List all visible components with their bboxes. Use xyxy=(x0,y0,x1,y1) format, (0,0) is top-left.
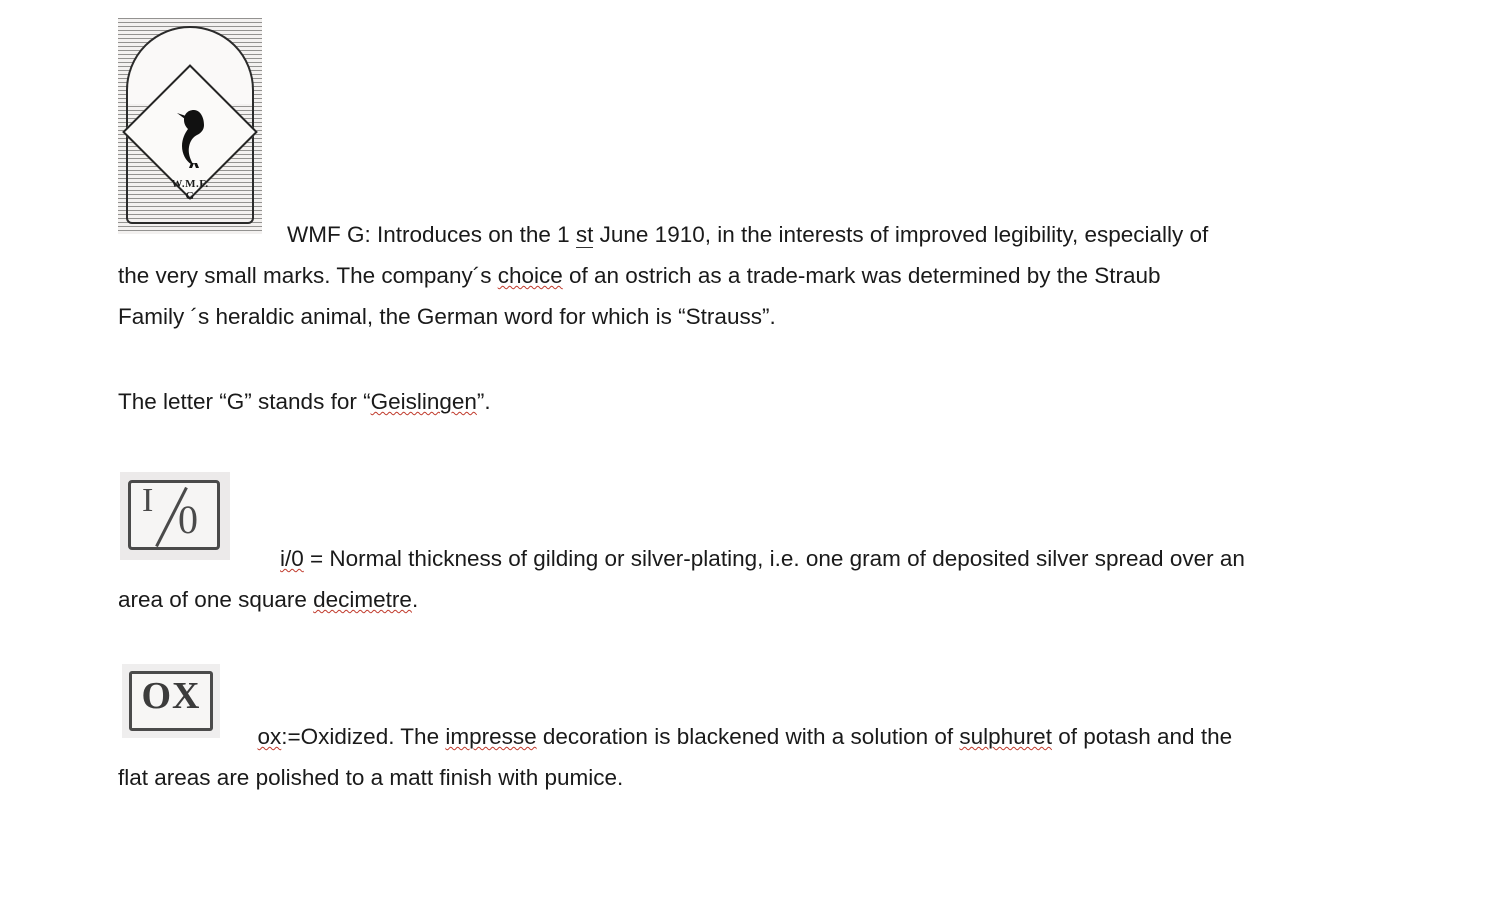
text-run-misspelled: i/0 xyxy=(280,546,304,571)
letter-g-paragraph xyxy=(118,381,1408,422)
wmf-mark-caption xyxy=(118,178,262,202)
text-run-misspelled: Geislingen xyxy=(370,389,477,414)
ox-glyph: OX xyxy=(141,675,201,717)
paragraph-block-wmf-g xyxy=(118,18,1408,337)
text-run: flat areas are polished to a matt finish with pumice. xyxy=(118,765,624,790)
text-run: . xyxy=(411,587,419,612)
text-run-underlined: st xyxy=(575,222,594,247)
text-run: area of one square xyxy=(118,587,314,612)
text-run-misspelled: sulphuret xyxy=(959,724,1052,749)
text-run: = Normal thickness of gilding or silver-plating, i.e. one gram of deposited silver spread over an xyxy=(303,546,1245,571)
wmf-g-paragraph xyxy=(118,18,1408,255)
text-run: the very small marks. The company´s xyxy=(118,263,498,288)
wmf-ostrich-mark xyxy=(118,18,262,234)
text-run-misspelled: ox xyxy=(257,724,282,749)
ostrich-icon xyxy=(174,106,210,168)
i-glyph: I xyxy=(142,482,154,519)
text-run: June 1910, in the interests of improved legibility, especially of xyxy=(593,222,1209,247)
text-run: Family ´s heraldic animal, the German word for which is “Strauss”. xyxy=(118,304,776,329)
i-zero-paragraph-line-2 xyxy=(118,579,1408,620)
text-run-misspelled: impresse xyxy=(445,724,537,749)
text-run-misspelled: choice xyxy=(497,263,563,288)
text-run xyxy=(230,546,280,571)
document-content xyxy=(118,18,1408,798)
ox-paragraph-line-2 xyxy=(118,757,1408,798)
paragraph-spacer xyxy=(118,422,1408,472)
text-run: :=Oxidized. The xyxy=(281,724,446,749)
wmf-g-paragraph-line-3 xyxy=(118,296,1408,337)
text-run: The letter “G” stands for “ xyxy=(118,389,371,414)
i-slash-zero-mark xyxy=(120,472,230,560)
paragraph-spacer xyxy=(118,337,1408,381)
ox-oxidized-mark xyxy=(122,664,220,738)
ox-paragraph xyxy=(118,664,1408,757)
wmf-caption-line-1: W.M.F. xyxy=(171,178,209,190)
text-run: ”. xyxy=(476,389,491,414)
paragraph-block-ox xyxy=(118,664,1408,798)
zero-glyph: 0 xyxy=(178,497,198,542)
paragraph-spacer xyxy=(118,620,1408,664)
i-zero-paragraph xyxy=(118,472,1408,579)
text-run: of an ostrich as a trade-mark was determined by the Straub xyxy=(562,263,1161,288)
wmf-caption-line-2: G xyxy=(185,190,195,202)
text-run: WMF G: Introduces on the 1 xyxy=(262,222,576,247)
wmf-g-paragraph-line-2 xyxy=(118,255,1408,296)
paragraph-block-i-zero xyxy=(118,472,1408,620)
paragraph-block-letter-g xyxy=(118,381,1408,422)
text-run-misspelled: decimetre xyxy=(313,587,412,612)
text-run: of potash and the xyxy=(1051,724,1233,749)
text-run: decoration is blackened with a solution of xyxy=(536,724,960,749)
text-run xyxy=(220,724,258,749)
